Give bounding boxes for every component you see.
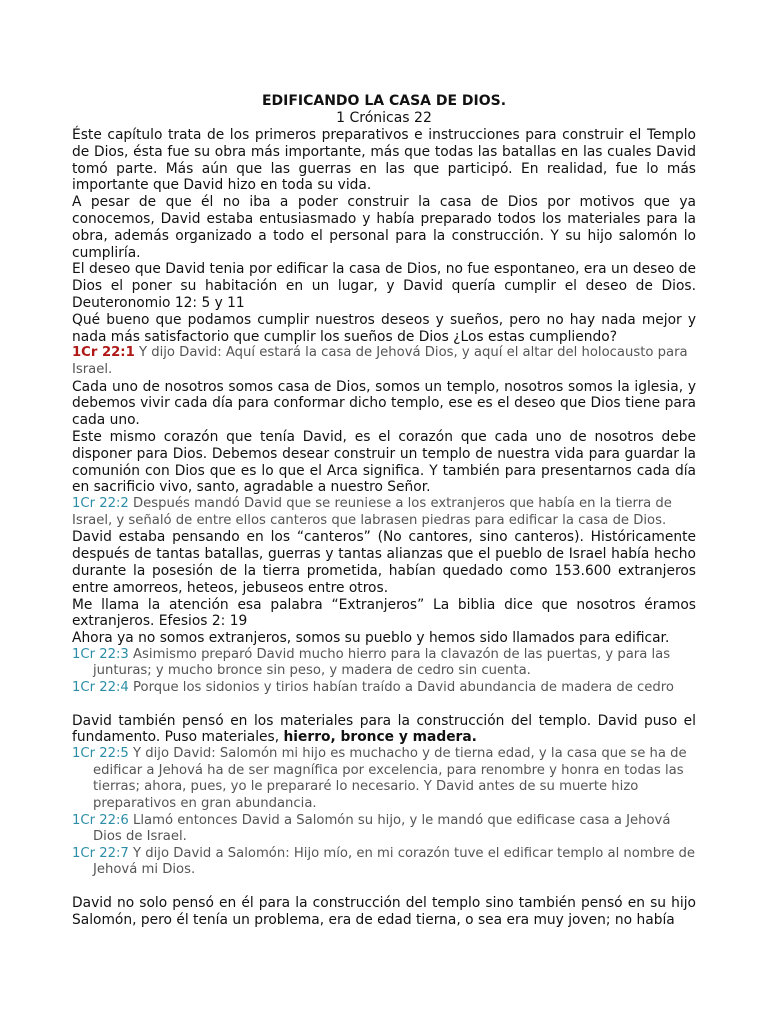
paragraph-preparation: A pesar de que él no iba a poder construir la casa de Dios por motivos que ya conocemos, David estaba entusiasmado y había preparado todos los materiales para la obra, además organizado a todo el personal para la construcción. Y su hijo salomón lo cumpliría. [72,194,696,261]
verse-text: Después mandó David que se reuniese a los extranjeros que había en la tierra de Israel, y señaló de entre ellos canteros que labrasen piedras para edificar la casa de Dios. [72,496,672,528]
blank-line [72,879,696,895]
verse-ref[interactable]: 1Cr 22:7 [72,845,129,861]
paragraph-text: David también pensó en los materiales para la construcción del templo. David puso el fundamento. Puso materiales, [72,712,696,746]
blank-line [72,697,696,713]
paragraph-desire: El deseo que David tenia por edificar la casa de Dios, no fue espontaneo, era un deseo de Dios el poner su habitación en un lugar, y David quería cumplir el deseo de Dios. Deuteronomio 12: 5 y 11 [72,261,696,311]
verse-22-4 [72,680,696,697]
verse-ref[interactable]: 1Cr 22:1 [72,345,135,361]
verse-22-6 [72,813,696,846]
verse-ref[interactable]: 1Cr 22:2 [72,496,129,512]
document-title: EDIFICANDO LA CASA DE DIOS. [261,93,507,109]
paragraph-extranjeros: Me llama la atención esa palabra “Extranjeros” La biblia dice que nosotros éramos extranjeros. Efesios 2: 19 [72,596,696,630]
verse-22-2 [72,496,696,529]
paragraph-salomon: David no solo pensó en él para la construcción del templo sino también pensó en su hijo Salomón, pero él tenía un problema, era de edad tierna, o sea era muy joven; no había [72,895,696,928]
bold-materials: hierro, bronce y madera. [283,729,477,746]
paragraph-house-of-god: Cada uno de nosotros somos casa de Dios, somos un templo, nosotros somos la iglesia, y debemos vivir cada día para conformar dicho templo, ese es el deseo que Dios tiene para cada uno. [72,378,696,429]
paragraph-materials [72,713,696,747]
verse-ref[interactable]: 1Cr 22:4 [72,680,129,696]
verse-22-1 [72,345,696,378]
paragraph-canteros: David estaba pensando en los “canteros” (No cantores, sino canteros). Históricamente después de tantas batallas, guerras y tantas alianzas que el pueblo de Israel había hecho durante la posesión de la tierra prometida, habían quedado como 153.600 extranjeros entre amorreos, heteos, jebuseos entre otros. [72,529,696,596]
verse-22-5 [72,746,696,812]
paragraph-called: Ahora ya no somos extranjeros, somos su pueblo y hemos sido llamados para edificar. [72,630,670,647]
verse-text: Asimismo preparó David mucho hierro para la clavazón de las puertas, y para las junturas; y mucho bronce sin peso, y madera de cedro sin cuenta. [93,646,671,679]
verse-ref[interactable]: 1Cr 22:5 [72,746,129,762]
verse-text: Llamó entonces David a Salomón su hijo, y le mandó que edificase casa a Jehová Dios de Israel. [93,812,671,845]
verse-ref[interactable]: 1Cr 22:6 [72,812,129,828]
verse-text: Y dijo David: Salomón mi hijo es muchacho y de tierna edad, y la casa que se ha de edificar a Jehová ha de ser magnífica por excelencia, para renombre y honra en todas las tierras; ahora, pues, yo le prepararé lo necesario. Y David antes de su muerte hizo preparativos en gran abundancia. [93,746,687,812]
verse-22-3 [72,647,696,680]
document-subtitle: 1 Crónicas 22 [336,110,432,126]
verse-text: Y dijo David: Aquí estará la casa de Jehová Dios, y aquí el altar del holocausto para Israel. [72,345,688,377]
verse-ref[interactable]: 1Cr 22:3 [72,646,129,662]
paragraph-heart: Este mismo corazón que tenía David, es el corazón que cada uno de nosotros debe disponer para Dios. Debemos desear construir un templo de nuestra vida para guardar la comunión con Dios que es lo que el Arca significa. Y también para presentarnos cada día en sacrificio vivo, santo, agradable a nuestro Señor. [72,428,696,496]
verse-text: Porque los sidonios y tirios habían traído a David abundancia de madera de cedro [128,680,674,696]
paragraph-dreams: Qué bueno que podamos cumplir nuestros deseos y sueños, pero no hay nada mejor y nada más satisfactorio que cumplir los sueños de Dios ¿Los estas cumpliendo? [72,311,696,345]
document-body [72,127,696,929]
verse-text: Y dijo David a Salomón: Hijo mío, en mi corazón tuve el edificar templo al nombre de Jehová mi Dios. [93,845,695,878]
paragraph-intro: Éste capítulo trata de los primeros preparativos e instrucciones para construir el Templo de Dios, ésta fue su obra más importante, más que todas las batallas en las cuales David tomó parte. Más aún que las guerras en las que participó. En realidad, fue lo más importante que David hizo en toda su vida. [72,127,696,194]
verse-22-7 [72,846,696,879]
